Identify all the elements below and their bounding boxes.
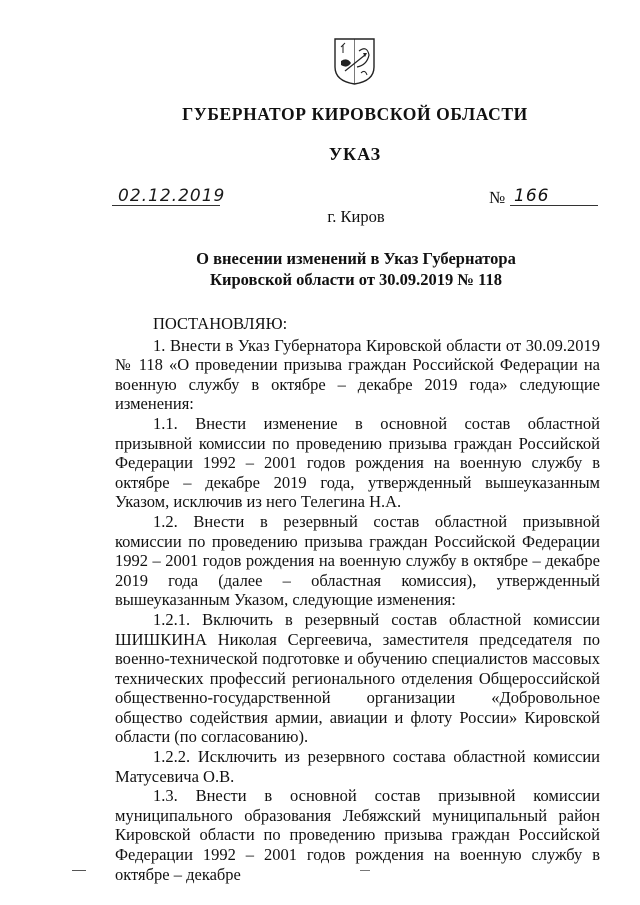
number-label: № — [489, 188, 506, 207]
date-underline — [112, 205, 220, 206]
document-heading — [0, 248, 640, 290]
heading-line-2: Кировской области от 30.09.2019 № 118 — [210, 270, 502, 289]
resolution-word: ПОСТАНОВЛЯЮ: — [153, 314, 288, 333]
footer-mark-center — [360, 870, 370, 871]
city: г. Киров — [327, 207, 385, 226]
heading-line-1: О внесении изменений в Указ Губернатора — [196, 249, 516, 268]
paragraph-1-1: 1.1. Внести изменение в основной состав областной призывной комиссии по проведению призыва граждан Российской Федерации 1992 – 2001 годов рождения на военную службу в октябре – декабре 2019 года, утвержденный вышеуказанным Указом, исключив из него Телегина Н.А. — [115, 413, 600, 512]
document-date: 02.12.2019 — [118, 186, 226, 206]
paragraph-1: 1. Внести в Указ Губернатора Кировской области от 30.09.2019 № 118 «О проведении призыва граждан Российской Федерации на военную службу в октябре – декабре 2019 года» следующие изменения: — [115, 335, 600, 414]
document-type: УКАЗ — [328, 144, 382, 164]
paragraph-1-2-2: 1.2.2. Исключить из резервного состава областной комиссии Матусевича О.В. — [115, 747, 600, 786]
paragraph-1-3: 1.3. Внести в основной состав призывной комиссии муниципального образования Лебяжский муниципальный район Кировской области по проведению призыва граждан Российской Федерации 1992 – 2001 годов рождения на военную службу в октябре – декабре — [115, 786, 600, 884]
document-body — [115, 314, 600, 884]
paragraph-1-2-1: 1.2.1. Включить в резервный состав областной комиссии ШИШКИНА Николая Сергеевича, заместителя председателя по военно-технической подготовке и обучению специалистов массовых технических профессий регионального отделения Общероссийской общественно-государственной организации «Добровольное общество содействия армии, авиации и флоту России» Кировской области (по согласованию). — [115, 609, 600, 747]
coat-of-arms-icon — [333, 37, 376, 85]
document-number: 166 — [514, 186, 550, 206]
paragraph-1-2: 1.2. Внести в резервный состав областной призывной комиссии по проведению призыва граждан Российской Федерации 1992 – 2001 годов рождения на военную службу в октябре – декабре 2019 года (далее – областная комиссия), утвержденный вышеуказанным Указом, следующие изменения: — [115, 511, 600, 610]
authority-title: ГУБЕРНАТОР КИРОВСКОЙ ОБЛАСТИ — [182, 104, 528, 124]
footer-mark-left — [72, 870, 86, 871]
number-underline — [510, 205, 598, 206]
